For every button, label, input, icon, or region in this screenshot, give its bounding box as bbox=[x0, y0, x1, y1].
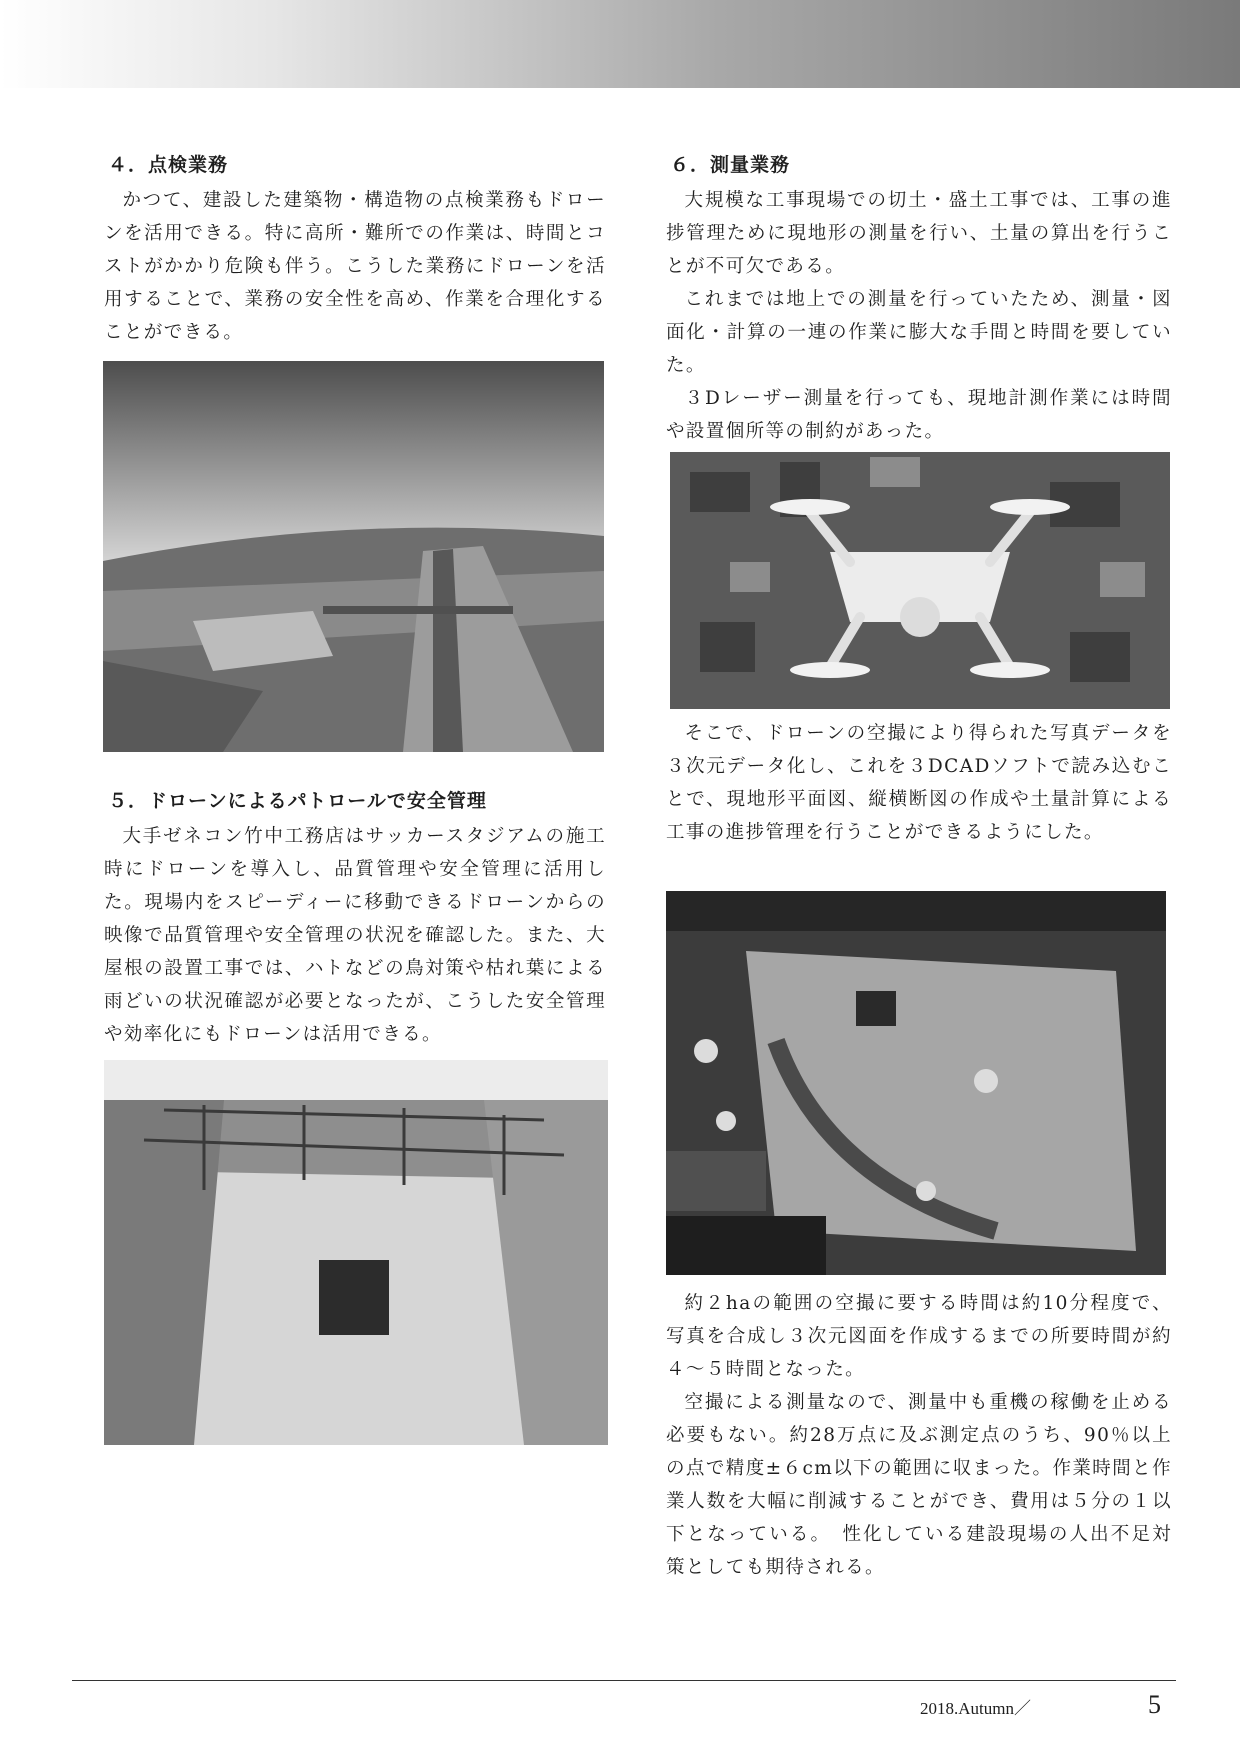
section-5-body: 大手ゼネコン竹中工務店はサッカースタジアムの施工時にドローンを導入し、品質管理や安全管理に活用した。現場内をスピーディーに移動できるドローンからの映像で品質管理や安全管理の状況を確認した。また、大屋根の設置工事では、ハトなどの鳥対策や枯れ葉による雨どいの状況確認が必要となったが、こうした安全管理や効率化にもドローンは活用できる。 bbox=[104, 826, 606, 1045]
stadium-construction-photo bbox=[104, 1060, 608, 1445]
section-6-heading: ６．測量業務 bbox=[670, 154, 791, 176]
section-4-heading: ４．点検業務 bbox=[108, 154, 229, 176]
construction-site-aerial-photo bbox=[666, 891, 1166, 1275]
section-5-heading: ５．ドローンによるパトロールで安全管理 bbox=[108, 790, 487, 812]
header-gradient-band bbox=[0, 0, 1240, 88]
drone-over-town-photo bbox=[670, 452, 1170, 709]
aerial-landscape-photo bbox=[103, 361, 604, 752]
section-6-paragraph-6: 空撮による測量なので、測量中も重機の稼働を止める必要もない。約28万点に及ぶ測定点のうち、90％以上の点で精度±６cm以下の範囲に収まった。作業時間と作業人数を大幅に削減することができ、費用は５分の１以下となっている。 性化している建設現場の人出不足対策としても期待される。 bbox=[666, 1392, 1172, 1578]
footer-issue: 2018.Autumn／ bbox=[920, 1699, 1031, 1718]
section-6-paragraph-4: そこで、ドローンの空撮により得られた写真データを３次元データ化し、これを３DCADソフトで読み込むことで、現地形平面図、縦横断図の作成や土量計算による工事の進捗管理を行うことができるようにした。 bbox=[666, 723, 1172, 843]
section-4-body: かつて、建設した建築物・構造物の点検業務もドローンを活用できる。特に高所・難所での作業は、時間とコストがかかり危険も伴う。こうした業務にドローンを活用することで、業務の安全性を高め、作業を合理化することができる。 bbox=[104, 190, 606, 343]
section-6-paragraph-1: 大規模な工事現場での切土・盛土工事では、工事の進捗管理ために現地形の測量を行い、土量の算出を行うことが不可欠である。 bbox=[666, 190, 1172, 277]
page-number: 5 bbox=[1148, 1690, 1161, 1719]
section-6-paragraph-3: ３Dレーザー測量を行っても、現地計測作業には時間や設置個所等の制約があった。 bbox=[666, 388, 1172, 442]
footer-rule bbox=[72, 1680, 1176, 1681]
section-6-paragraph-5: 約２haの範囲の空撮に要する時間は約10分程度で、写真を合成し３次元図面を作成するまでの所要時間が約４～５時間となった。 bbox=[666, 1293, 1172, 1380]
section-6-paragraph-2: これまでは地上での測量を行っていたため、測量・図面化・計算の一連の作業に膨大な手間と時間を要していた。 bbox=[666, 289, 1172, 376]
